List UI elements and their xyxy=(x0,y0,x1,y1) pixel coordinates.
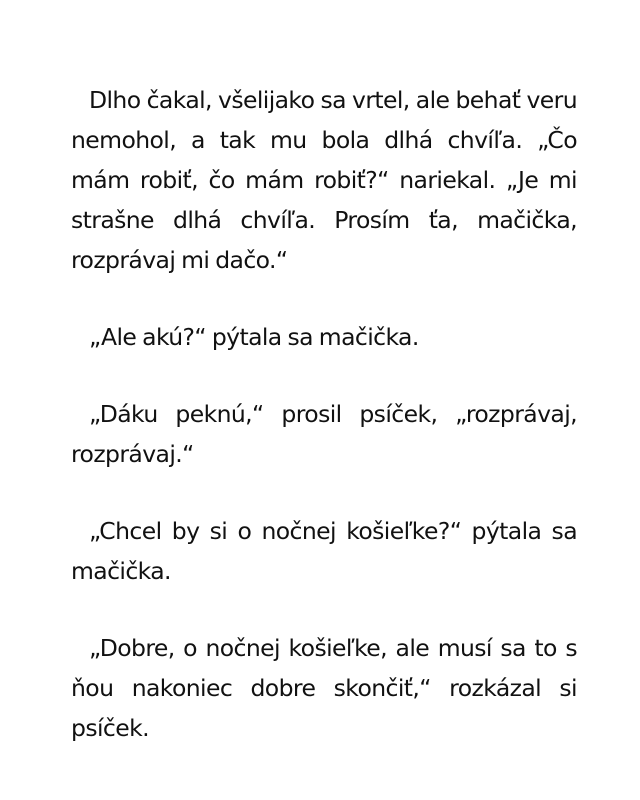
story-paragraph: „Ale akú?“ pýtala sa mačička. xyxy=(89,323,419,351)
story-paragraph: Dlho čakal, všelijako sa vrtel, ale behať veru nemohol, a tak mu bola dlhá chvíľa. „Čo mám robiť, čo mám robiť?“ nariekal. „Je mi strašne dlhá chvíľa. Prosím ťa, mačička, rozprávaj mi dačo.“ xyxy=(71,86,577,274)
story-paragraph: „Dáku peknú,“ prosil psíček, „rozprávaj, rozprávaj.“ xyxy=(71,400,577,468)
story-paragraph: „Dobre, o nočnej košieľke, ale musí sa to s ňou nakoniec dobre skončiť,“ rozkázal si psíček. xyxy=(71,634,577,742)
story-page xyxy=(71,80,577,748)
story-paragraph: „Chcel by si o nočnej košieľke?“ pýtala sa mačička. xyxy=(71,517,577,585)
